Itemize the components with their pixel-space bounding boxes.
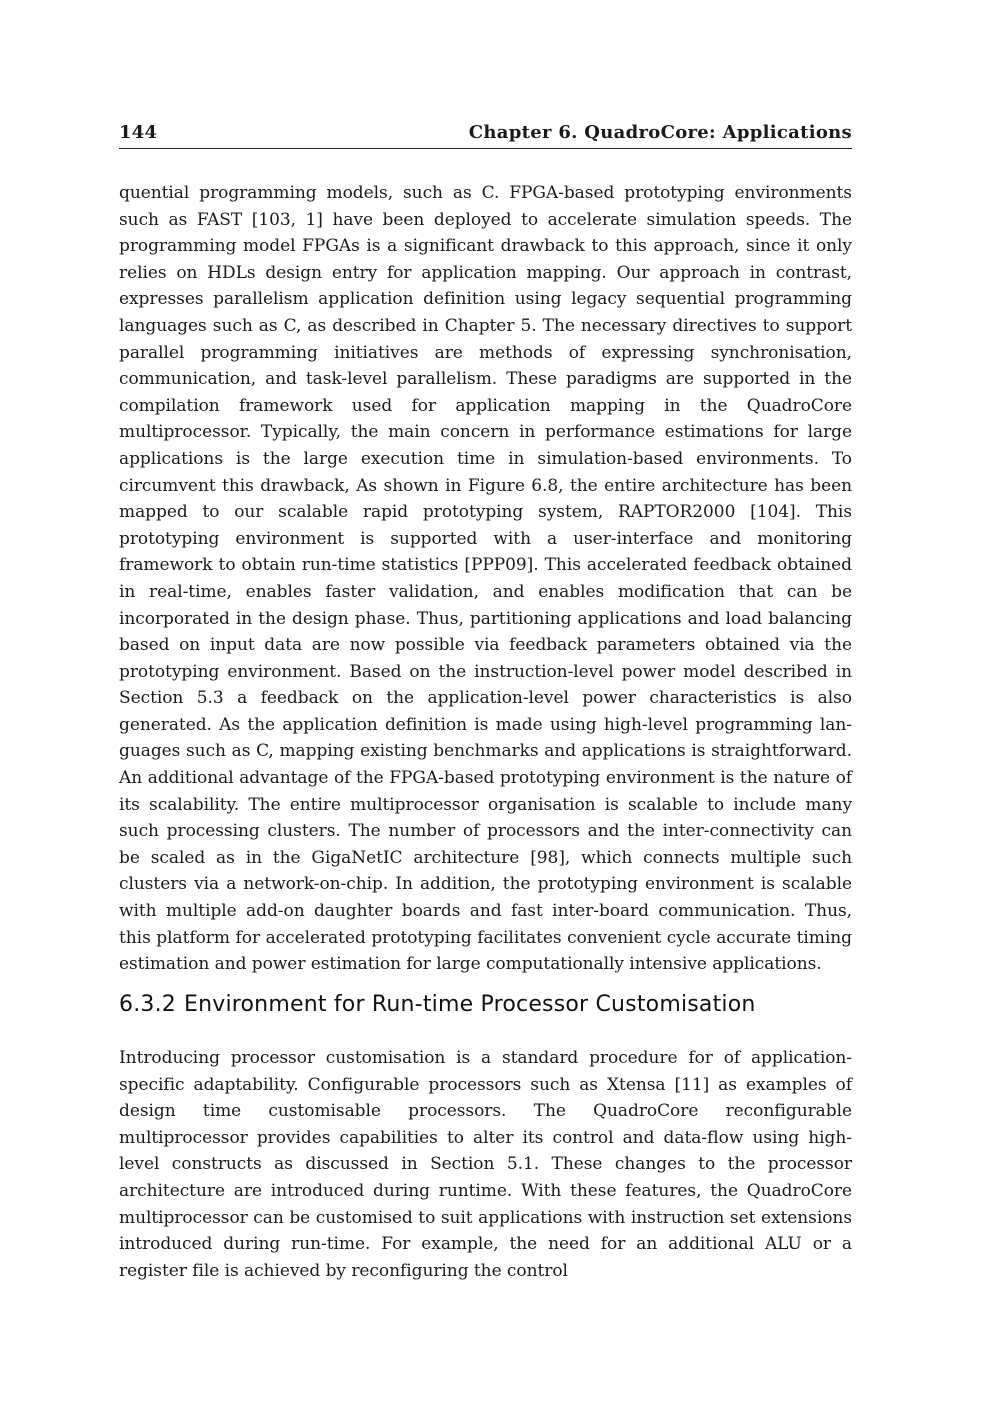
section-title: Environment for Run-time Processor Customisation — [183, 992, 756, 1017]
chapter-title: Chapter 6. QuadroCore: Applications — [468, 122, 852, 143]
body-paragraph: quential programming models, such as C. FPGA-based prototyping environments such as FAST [103, 1] have been deployed to accelerate simulation speeds. The programming model FPGAs is a significant drawback to this approach, since it only relies on HDLs design entry for application mapping. Our approach in contrast, expresses parallelism application definition using legacy sequential programming languages such as C, as described in Chapter 5. The necessary directives to support parallel programming initiatives are methods of expressing synchronisation, communication, and task-level parallelism. These paradigms are supported in the compilation framework used for application mapping in the QuadroCore multiprocessor. Typically, the main concern in performance estimations for large applications is the large execution time in simulation-based environments. To circumvent this drawback, As shown in Figure 6.8, the entire architecture has been mapped to our scalable rapid prototyping system, RAPTOR2000 [104]. This prototyping environment is supported with a user-interface and monitoring framework to obtain run-time statistics [PPP09]. This accelerated feedback obtained in real-time, enables faster validation, and enables modification that can be incorporated in the design phase. Thus, partitioning applications and load balancing based on input data are now possible via feedback parameters obtained via the prototyping environment. Based on the instruction-level power model described in Section 5.3 a feedback on the application-level power characteristics is also generated. As the application definition is made using high-level programming languages such as C, mapping existing benchmarks and applications is straightforward. An additional advantage of the FPGA-based prototyping environment is the nature of its scalability. The entire multiprocessor organisation is scalable to include many such processing clusters. The number of processors and the inter-connectivity can be scaled as in the GigaNetIC architecture [98], which connects multiple such clusters via a network-on-chip. In addition, the prototyping environment is scalable with multiple add-on daughter boards and fast inter-board communication. Thus, this platform for accelerated prototyping facilitates convenient cycle accurate timing estimation and power estimation for large computationally intensive applications. — [119, 183, 852, 975]
body-paragraph: Introducing processor customisation is a standard procedure for of application-specific adaptability. Configurable processors such as Xtensa [11] as examples of design time customisable processors. The QuadroCore reconfigurable multiprocessor provides capabilities to alter its control and data-flow using high-level constructs as discussed in Section 5.1. These changes to the processor architecture are introduced during runtime. With these features, the QuadroCore multiprocessor can be customised to suit applications with instruction set extensions introduced during run-time. For example, the need for an additional ALU or a register file is achieved by reconfiguring the control — [119, 1048, 852, 1281]
page-number: 144 — [119, 122, 158, 143]
section-number: 6.3.2 — [119, 992, 176, 1017]
running-header — [119, 120, 852, 149]
section-heading — [119, 992, 756, 1017]
